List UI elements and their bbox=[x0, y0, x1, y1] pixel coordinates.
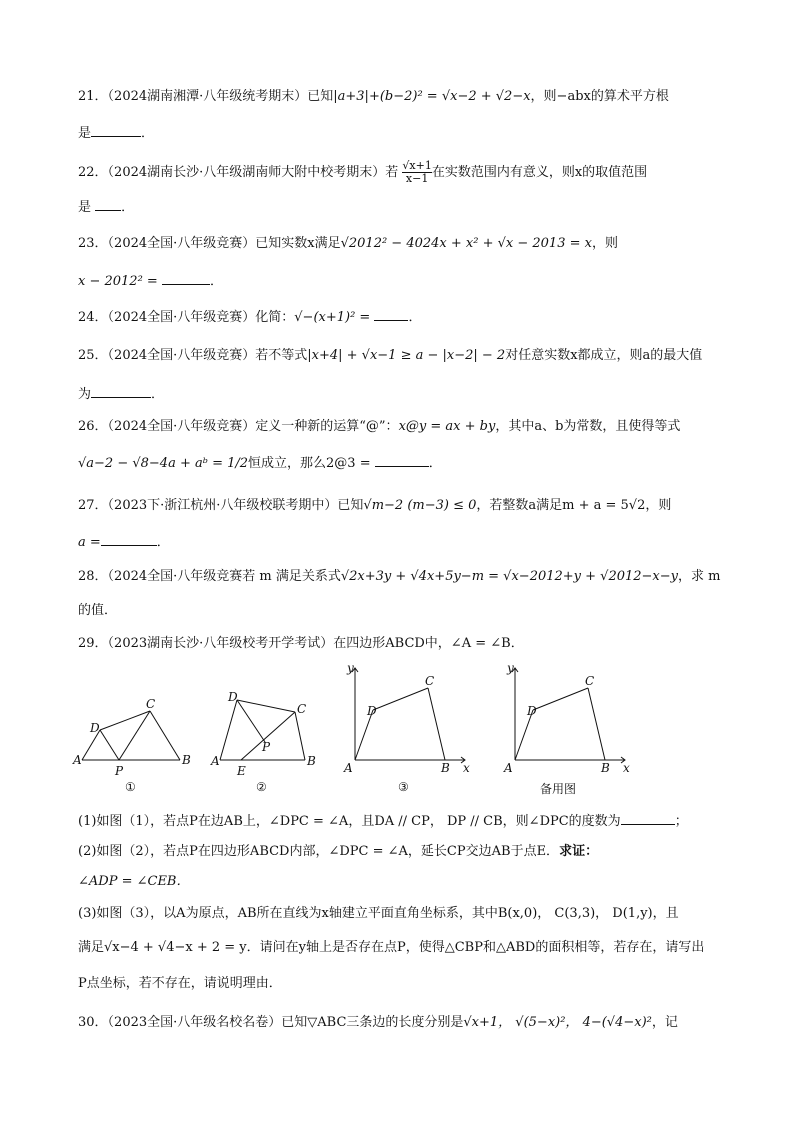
fig4-label-a: A bbox=[504, 761, 513, 775]
fig2-label-a: A bbox=[211, 754, 220, 768]
fig1-label-c: C bbox=[146, 697, 156, 711]
answer-blank-29-1[interactable] bbox=[621, 812, 675, 825]
answer-blank-21[interactable] bbox=[91, 124, 141, 137]
problem-25-inequality: |x+4| + √x−1 ≥ a − |x−2| − 2 bbox=[307, 348, 506, 363]
problem-29-q2: (2)如图（2），若点P在四边形ABCD内部，∠DPC = ∠A，延长CP交边AB于点E．求证： bbox=[78, 844, 599, 859]
fig1-label-d: D bbox=[90, 721, 100, 735]
figure-3-coordinate bbox=[335, 660, 475, 775]
problem-26-line2: √a−2 − √8−4a + aᵇ = 1/2恒成立，那么2@3 = ． bbox=[78, 456, 442, 471]
fig3-label-d: D bbox=[367, 704, 377, 718]
fig4-label-b: B bbox=[601, 761, 610, 775]
answer-blank-22[interactable] bbox=[95, 198, 121, 211]
problem-25-line1: 25．（2024全国·八年级竞赛）若不等式|x+4| + √x−1 ≥ a − |x−2| − 2对任意实数x都成立，则a的最大值 bbox=[78, 348, 703, 363]
problem-26-equation: √a−2 − √8−4a + aᵇ = 1/2 bbox=[78, 456, 249, 471]
fig3-label-c: C bbox=[425, 674, 435, 688]
problem-23-line2: x − 2012² = ． bbox=[78, 274, 223, 289]
fig2-label-p: P bbox=[262, 740, 271, 754]
figure-1-triangles bbox=[72, 690, 192, 775]
fig1-label-b: B bbox=[182, 753, 191, 767]
caption-figure-3: ③ bbox=[398, 780, 409, 794]
fig4-label-d: D bbox=[527, 704, 537, 718]
fig1-label-p: P bbox=[115, 764, 124, 775]
fig3-label-b: B bbox=[441, 761, 450, 775]
problem-24-line1: 24．（2024全国·八年级竞赛）化简：√−(x+1)² = ． bbox=[78, 310, 422, 325]
problem-27-line1: 27．（2023下·浙江杭州·八年级校联考期中）已知√m−2 (m−3) ≤ 0，若整数a满足m + a = 5√2，则 bbox=[78, 498, 672, 513]
fig2-label-c: C bbox=[297, 702, 307, 716]
problem-22-line2: 是 ． bbox=[78, 200, 135, 215]
fig4-label-x: x bbox=[623, 761, 630, 775]
problem-22-fraction: $\frac{√x+1}{x-1}$ bbox=[402, 159, 432, 185]
problem-28-line1: 28．（2024全国·八年级竞赛若 m 满足关系式√2x+3y + √4x+5y−m = √x−2012+y + √2012−x−y，求 m bbox=[78, 569, 721, 584]
fig2-label-b: B bbox=[307, 754, 316, 768]
answer-blank-23[interactable] bbox=[162, 272, 210, 285]
problem-29-q3: (3)如图（3），以A为原点，AB所在直线为x轴建立平面直角坐标系，其中B(x,0)， C(3,3)， D(1,y)，且 bbox=[78, 906, 679, 921]
answer-blank-25[interactable] bbox=[91, 385, 151, 398]
fig3-label-x: x bbox=[463, 761, 470, 775]
fig4-label-y: y bbox=[507, 661, 514, 675]
problem-21-equation: |a+3|+(b−2)² = √x−2 + √2−x bbox=[333, 89, 531, 104]
problem-24-expression: √−(x+1)² = bbox=[294, 310, 371, 325]
fig2-label-d: D bbox=[228, 690, 238, 704]
fig4-label-c: C bbox=[585, 674, 595, 688]
problem-29-q3-line3: P点坐标，若不存在，请说明理由． bbox=[78, 976, 282, 991]
figure-2-quadrilateral bbox=[210, 685, 320, 775]
answer-blank-27[interactable] bbox=[101, 533, 157, 546]
problem-29-q1: (1)如图（1），若点P在边AB上，∠DPC = ∠A，且DA // CP， DP // CB，则∠DPC的度数为 ； bbox=[78, 814, 688, 829]
problem-29-q2-claim: ∠ADP = ∠CEB． bbox=[78, 874, 190, 889]
answer-blank-24[interactable] bbox=[374, 308, 408, 321]
fig2-label-e: E bbox=[237, 764, 246, 775]
problem-29-line1: 29．（2023湖南长沙·八年级校考开学考试）在四边形ABCD中，∠A = ∠B． bbox=[78, 636, 524, 651]
caption-figure-1: ① bbox=[125, 780, 136, 794]
problem-27-line2: a = ． bbox=[78, 535, 170, 550]
problem-30-sides: √x+1， √(5−x)²， 4−(√4−x)² bbox=[463, 1015, 652, 1030]
problem-23-line1: 23．（2024全国·八年级竞赛）已知实数x满足√2012² − 4024x + x² + √x − 2013 = x，则 bbox=[78, 236, 618, 251]
problem-23-equation: √2012² − 4024x + x² + √x − 2013 = x bbox=[340, 236, 592, 251]
problem-21-line2: 是 ． bbox=[78, 126, 155, 141]
problem-25-line2: 为 ． bbox=[78, 387, 165, 402]
answer-blank-26[interactable] bbox=[375, 454, 429, 467]
fig3-label-a: A bbox=[344, 761, 353, 775]
figure-4-backup bbox=[495, 660, 635, 775]
problem-29-q3-line2: 满足√x−4 + √4−x + 2 = y．请问在y轴上是否存在点P，使得△CBP和△ABD的面积相等，若存在，请写出 bbox=[78, 940, 705, 955]
problem-26-line1: 26．（2024全国·八年级竞赛）定义一种新的运算“@”：x@y = ax + by，其中a、b为常数，且使得等式 bbox=[78, 419, 681, 434]
caption-figure-2: ② bbox=[256, 780, 267, 794]
problem-27-inequality: √m−2 (m−3) ≤ 0 bbox=[363, 498, 477, 513]
problem-26-operation: x@y = ax + by bbox=[398, 419, 496, 434]
caption-figure-backup: 备用图 bbox=[540, 782, 577, 796]
problem-30-line1: 30．（2023全国·八年级名校名卷）已知▽ABC三条边的长度分别是√x+1， √(5−x)²， 4−(√4−x)²，记 bbox=[78, 1015, 678, 1030]
fig1-label-a: A bbox=[73, 753, 82, 767]
problem-28-equation: √2x+3y + √4x+5y−m = √x−2012+y + √2012−x−y bbox=[340, 569, 678, 584]
problem-21-line1: 21．（2024湖南湘潭·八年级统考期末）已知|a+3|+(b−2)² = √x−2 + √2−x，则−abx的算术平方根 bbox=[78, 89, 669, 104]
problem-28-line2: 的值． bbox=[78, 603, 118, 618]
problem-22-line1: 22．（2024湖南长沙·八年级湖南师大附中校考期末）若 $\frac{√x+1}{x-1}$ 在实数范围内有意义，则x的取值范围 bbox=[78, 159, 648, 185]
fig3-label-y: y bbox=[347, 661, 354, 675]
